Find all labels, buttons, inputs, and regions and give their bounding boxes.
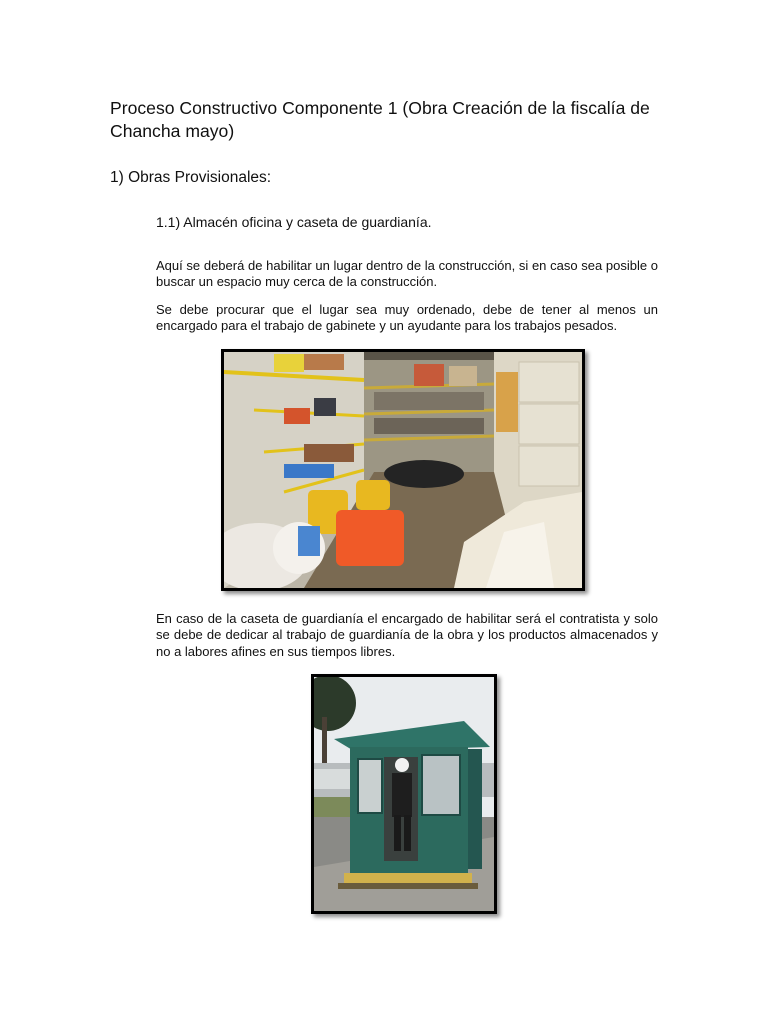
paragraph-location: Aquí se deberá de habilitar un lugar dentro de la construcción, si en caso sea posible o buscar un espacio muy cerca de la construcción.	[156, 258, 658, 290]
subsection-heading: 1.1) Almacén oficina y caseta de guardianía.	[156, 214, 432, 230]
storage-room-photo	[221, 349, 585, 591]
paragraph-guard-booth: En caso de la caseta de guardianía el encargado de habilitar será el contratista y solo se debe de dedicar al trabajo de guardianía de la obra y los productos almacenados y no a labores afines en sus tiempos libres.	[156, 611, 658, 659]
guard-booth-photo	[311, 674, 497, 914]
section-heading: 1) Obras Provisionales:	[110, 169, 272, 186]
document-title: Proceso Constructivo Componente 1 (Obra Creación de la fiscalía de Chancha mayo)	[110, 98, 650, 141]
paragraph-organization: Se debe procurar que el lugar sea muy ordenado, debe de tener al menos un encargado para el trabajo de gabinete y un ayudante para los trabajos pesados.	[156, 302, 658, 334]
